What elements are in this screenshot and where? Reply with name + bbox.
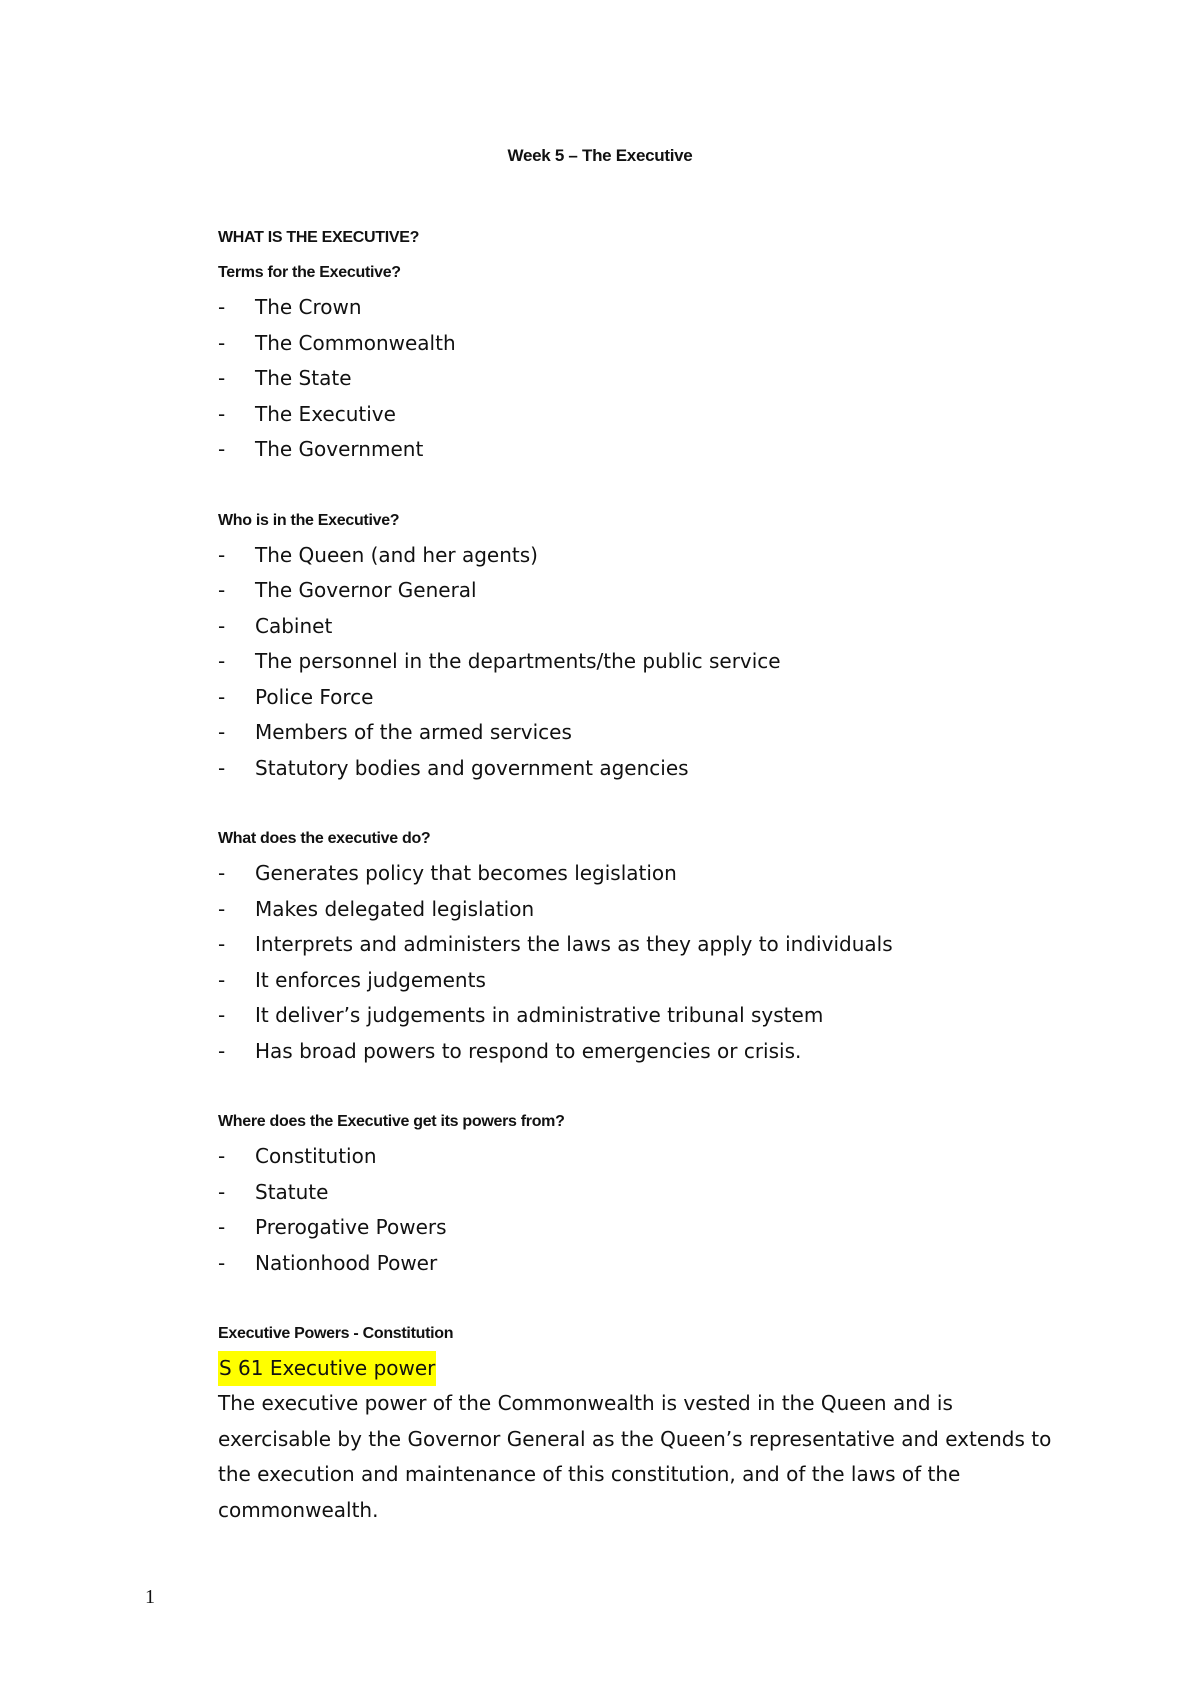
list-item <box>218 290 1058 326</box>
bullet-dash: - <box>218 295 226 319</box>
spacer <box>218 786 1058 822</box>
bullet-dash: - <box>218 437 226 461</box>
list-item <box>218 609 1058 645</box>
list-item <box>218 1139 1058 1175</box>
list-item <box>218 963 1058 999</box>
bullet-dash: - <box>218 1179 226 1204</box>
bullet-dash: - <box>218 1003 226 1027</box>
bullet-dash: - <box>218 861 226 885</box>
list-item-text: The personnel in the departments/the public service <box>255 649 781 673</box>
bullet-dash: - <box>218 684 226 709</box>
list-item-text: Statute <box>255 1179 329 1204</box>
bullet-dash: - <box>218 613 226 638</box>
spacer <box>218 1281 1058 1317</box>
spacer <box>218 468 1058 504</box>
list-item <box>218 573 1058 609</box>
list-item <box>218 1246 1058 1282</box>
list-item <box>218 1210 1058 1246</box>
highlight-line <box>218 1351 1058 1386</box>
bullet-dash: - <box>218 330 226 355</box>
bullet-dash: - <box>218 755 226 780</box>
bullet-dash: - <box>218 1250 226 1275</box>
list-item-text: It enforces judgements <box>255 967 486 992</box>
list-item-text: Generates policy that becomes legislation <box>255 861 677 885</box>
subheading-where: Where does the Executive get its powers from? <box>218 1113 565 1130</box>
subheading-what: What does the executive do? <box>218 830 431 847</box>
list-item <box>218 361 1058 397</box>
bullet-dash: - <box>218 896 226 921</box>
bullet-dash: - <box>218 967 226 992</box>
bullet-dash: - <box>218 366 226 390</box>
section-heading-what-is: WHAT IS THE EXECUTIVE? <box>218 229 420 246</box>
list-item <box>218 892 1058 928</box>
list-item-text: Has broad powers to respond to emergencies or crisis. <box>255 1038 802 1063</box>
list-item-text: Makes delegated legislation <box>255 896 535 921</box>
list-item-text: Cabinet <box>255 613 333 638</box>
page-number: 1 <box>145 1586 155 1608</box>
list-item <box>218 927 1058 963</box>
list-item-text: The Queen (and her agents) <box>255 542 538 567</box>
bullet-dash: - <box>218 578 226 602</box>
bullet-dash: - <box>218 542 226 567</box>
list-item-text: Police Force <box>255 684 374 709</box>
list-item <box>218 751 1058 787</box>
terms-list <box>218 290 1058 468</box>
subheading-who: Who is in the Executive? <box>218 511 400 529</box>
spacer <box>218 1069 1058 1105</box>
bullet-dash: - <box>218 720 226 744</box>
list-item-text: Nationhood Power <box>255 1250 438 1275</box>
list-item-text: The Governor General <box>255 578 477 602</box>
highlighted-section-title: S 61 Executive power <box>218 1351 436 1386</box>
bullet-dash: - <box>218 1038 226 1063</box>
list-item-text: It deliver’s judgements in administrative tribunal system <box>255 1003 824 1027</box>
list-item <box>218 1034 1058 1070</box>
list-item <box>218 680 1058 716</box>
bullet-dash: - <box>218 401 226 426</box>
what-list <box>218 856 1058 1069</box>
list-item <box>218 856 1058 892</box>
constitution-paragraph: The executive power of the Commonwealth is vested in the Queen and is exercisable by the Governor General as the Queen’s representative and extends to the execution and maintenance of this constitution, and of the laws of the commonwealth. <box>218 1391 1052 1522</box>
list-item <box>218 1175 1058 1211</box>
list-item-text: The Commonwealth <box>255 330 456 355</box>
document-body <box>218 220 1058 1528</box>
list-item-text: Members of the armed services <box>255 720 572 744</box>
list-item-text: The Executive <box>255 401 396 426</box>
bullet-dash: - <box>218 1144 226 1168</box>
where-list <box>218 1139 1058 1281</box>
list-item <box>218 644 1058 680</box>
list-item-text: The Government <box>255 437 424 461</box>
bullet-dash: - <box>218 649 226 673</box>
list-item <box>218 998 1058 1034</box>
list-item <box>218 397 1058 433</box>
list-item <box>218 432 1058 468</box>
list-item-text: Prerogative Powers <box>255 1215 447 1239</box>
list-item <box>218 538 1058 574</box>
bullet-dash: - <box>218 932 226 956</box>
subheading-terms: Terms for the Executive? <box>218 264 401 281</box>
list-item-text: Constitution <box>255 1144 377 1168</box>
list-item-text: The State <box>255 366 352 390</box>
list-item-text: Interprets and administers the laws as they apply to individuals <box>255 932 893 956</box>
list-item-text: The Crown <box>255 295 362 319</box>
list-item <box>218 715 1058 751</box>
list-item <box>218 326 1058 362</box>
bullet-dash: - <box>218 1215 226 1239</box>
document-title: Week 5 – The Executive <box>507 146 693 165</box>
list-item-text: Statutory bodies and government agencies <box>255 755 689 780</box>
subheading-constitution: Executive Powers - Constitution <box>218 1325 454 1342</box>
who-list <box>218 538 1058 787</box>
